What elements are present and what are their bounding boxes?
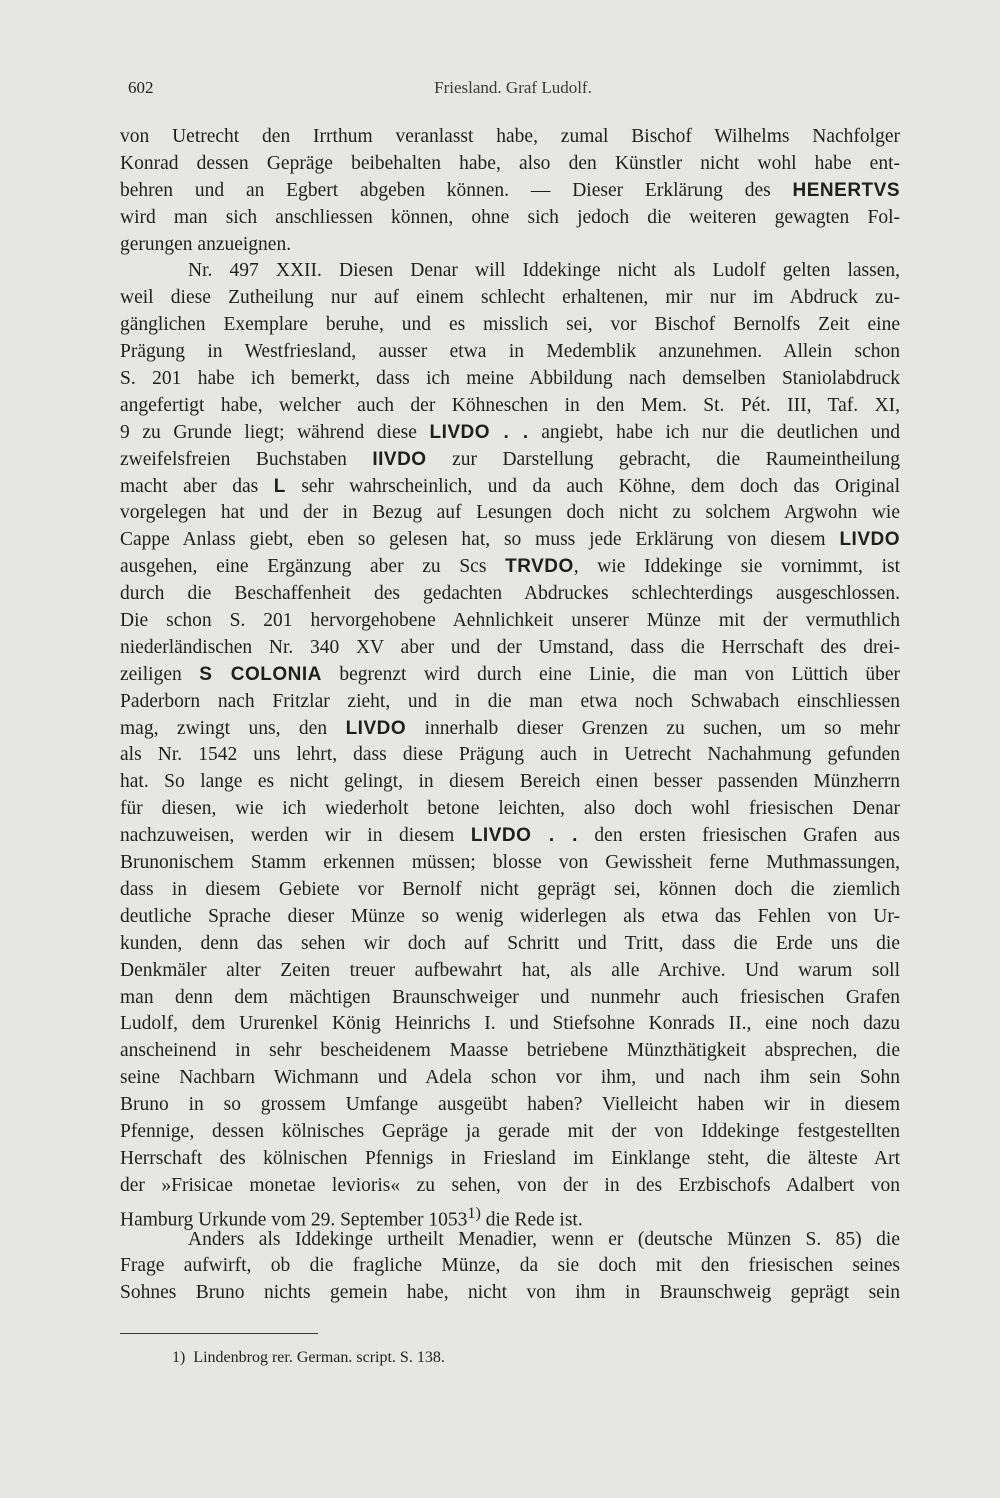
text-segment: Brunonischem Stamm erkennen müssen; blosse von Gewissheit ferne Muthmassungen, xyxy=(120,852,900,874)
text-segment: weil diese Zutheilung nur auf einem schlecht erhaltenen, mir nur im Abdruck zu- xyxy=(120,287,900,309)
text-line xyxy=(120,1173,900,1200)
text-segment: , wie Iddekinge sie vornimmt, ist xyxy=(573,556,900,578)
text-segment: wird man sich anschliessen können, ohne sich jedoch die weiteren gewagten Fol- xyxy=(120,206,900,228)
text-line xyxy=(120,527,900,554)
text-segment: macht aber das xyxy=(120,475,274,497)
text-segment: zeiligen xyxy=(120,663,200,685)
text-line xyxy=(120,447,900,474)
text-segment: Nr. 497 XXII. Diesen Denar will Iddekinge nicht als Ludolf gelten lassen, xyxy=(188,260,900,282)
text-line xyxy=(120,1227,900,1254)
coin-inscription: LIVDO . . xyxy=(470,825,578,847)
footnote-reference: 1) xyxy=(467,1203,481,1222)
coin-inscription: LIVDO xyxy=(839,529,900,551)
text-line xyxy=(120,958,900,985)
text-line xyxy=(120,904,900,931)
text-segment: Anders als Iddekinge urtheilt Menadier, wenn er (deutsche Münzen S. 85) die xyxy=(188,1228,900,1250)
text-segment: Frage aufwirft, ob die fragliche Münze, da sie doch mit den friesischen seines xyxy=(120,1255,900,1277)
body-text xyxy=(120,124,900,1307)
text-line xyxy=(120,312,900,339)
text-segment: ausgehen, eine Ergänzung aber zu Scs xyxy=(120,556,506,578)
text-line xyxy=(120,877,900,904)
text-segment: Denkmäler alter Zeiten treuer aufbewahrt hat, als alle Archive. Und warum soll xyxy=(120,959,900,981)
running-head: Friesland. Graf Ludolf. xyxy=(434,78,592,97)
text-segment: Sohnes Bruno nichts gemein habe, nicht von ihm in Braunschweig geprägt sein xyxy=(120,1282,900,1304)
text-segment: seine Nachbarn Wichmann und Adela schon vor ihm, und nach ihm sein Sohn xyxy=(120,1067,900,1089)
text-segment: für diesen, wie ich wiederholt betone leichten, also doch wohl friesischen Denar xyxy=(120,798,900,820)
text-line xyxy=(120,931,900,958)
text-segment: Hamburg Urkunde vom 29. September 1053 xyxy=(120,1209,468,1231)
text-line xyxy=(120,689,900,716)
text-line xyxy=(120,420,900,447)
text-segment: Cappe Anlass giebt, eben so gelesen hat, so muss jede Erklärung von diesem xyxy=(120,529,840,551)
text-segment: die Rede ist. xyxy=(480,1209,583,1231)
text-segment: zweifelsfreien Buchstaben xyxy=(120,448,373,470)
text-segment: Pfennige, dessen kölnisches Gepräge ja gerade mit der von Iddekinge festgestellten xyxy=(120,1120,900,1142)
text-segment: behren und an Egbert abgeben können. — Dieser Erklärung des xyxy=(120,179,793,201)
text-line xyxy=(120,205,900,232)
footnote xyxy=(172,1349,445,1367)
text-line xyxy=(120,1038,900,1065)
text-line xyxy=(120,1119,900,1146)
text-line xyxy=(120,474,900,501)
text-line xyxy=(120,178,900,205)
text-line xyxy=(120,151,900,178)
text-segment: hat. So lange es nicht gelingt, in diesem Bereich einen besser passenden Münzherrn xyxy=(120,771,900,793)
coin-inscription: TRVDO xyxy=(505,556,574,578)
text-segment: Konrad dessen Gepräge beibehalten habe, also den Künstler nicht wohl habe ent- xyxy=(120,152,900,174)
text-line xyxy=(120,769,900,796)
text-segment: durch die Beschaffenheit des gedachten Abdruckes schlechterdings ausgeschlossen. xyxy=(120,583,900,605)
text-segment: nachzuweisen, werden wir in diesem xyxy=(120,825,471,847)
text-line xyxy=(120,500,900,527)
text-line xyxy=(120,1253,900,1280)
footnote-rule xyxy=(120,1333,318,1334)
text-line xyxy=(120,581,900,608)
footnote-marker: 1) xyxy=(172,1349,186,1366)
coin-inscription: HENERTVS xyxy=(792,179,900,201)
text-segment: den ersten friesischen Grafen aus xyxy=(577,825,900,847)
text-segment: man denn dem mächtigen Braunschweiger und nunmehr auch friesischen Grafen xyxy=(120,986,900,1008)
text-segment: gänglichen Exemplare beruhe, und es misslich sei, vor Bischof Bernolfs Zeit eine xyxy=(120,314,900,336)
text-segment: von Uetrecht den Irrthum veranlasst habe, zumal Bischof Wilhelms Nachfolger xyxy=(120,126,900,147)
text-line xyxy=(120,662,900,689)
text-line xyxy=(120,393,900,420)
text-line xyxy=(120,366,900,393)
text-line xyxy=(120,339,900,366)
text-segment: Bruno in so grossem Umfange ausgeübt haben? Vielleicht haben wir in diesem xyxy=(120,1094,900,1116)
text-segment: begrenzt wird durch eine Linie, die man von Lüttich über xyxy=(321,663,901,685)
text-segment: innerhalb dieser Grenzen zu suchen, um so mehr xyxy=(406,717,900,739)
text-line xyxy=(120,124,900,151)
text-line xyxy=(120,285,900,312)
footnote-text: Lindenbrog rer. German. script. S. 138. xyxy=(193,1349,445,1366)
text-line xyxy=(120,1280,900,1307)
text-segment: mag, zwingt uns, den xyxy=(120,717,346,739)
text-line xyxy=(120,823,900,850)
text-line xyxy=(120,258,900,285)
coin-inscription: L xyxy=(273,475,286,497)
page-number: 602 xyxy=(128,78,154,97)
coin-inscription: S COLONIA xyxy=(199,663,322,685)
text-segment: deutliche Sprache dieser Münze so wenig widerlegen als etwa das Fehlen von Ur- xyxy=(120,905,900,927)
coin-inscription: LIVDO . . xyxy=(429,421,529,443)
coin-inscription: LIVDO xyxy=(345,717,407,739)
text-line xyxy=(120,796,900,823)
text-line xyxy=(120,1065,900,1092)
text-segment: niederländischen Nr. 340 XV aber und der Umstand, dass die Herrschaft des drei- xyxy=(120,636,900,658)
text-segment: Herrschaft des kölnischen Pfennigs in Friesland im Einklange steht, die älteste Art xyxy=(120,1147,900,1169)
text-segment: angiebt, habe ich nur die deutlichen und xyxy=(528,421,900,443)
text-segment: anscheinend in sehr bescheidenem Maasse betriebene Münzthätigkeit absprechen, die xyxy=(120,1040,900,1062)
text-line xyxy=(120,635,900,662)
text-segment: Ludolf, dem Ururenkel König Heinrichs I. und Stiefsohne Konrads II., eine noch dazu xyxy=(120,1013,900,1035)
text-line xyxy=(120,1146,900,1173)
text-line xyxy=(120,1092,900,1119)
text-segment: zur Darstellung gebracht, die Raumeintheilung xyxy=(426,448,900,470)
text-segment: vorgelegen hat und der in Bezug auf Lesungen doch nicht zu solchem Argwohn wie xyxy=(120,502,900,524)
text-segment: der »Frisicae monetae levioris« zu sehen, von der in des Erzbischofs Adalbert von xyxy=(120,1174,900,1196)
text-segment: 9 zu Grunde liegt; während diese xyxy=(120,421,430,443)
text-segment: S. 201 habe ich bemerkt, dass ich meine Abbildung nach demselben Staniolabdruck xyxy=(120,368,900,390)
coin-inscription: IIVDO xyxy=(372,448,427,470)
text-segment: Die schon S. 201 hervorgehobene Aehnlichkeit unserer Münze mit der vermuthlich xyxy=(120,610,900,632)
text-segment: Prägung in Westfriesland, ausser etwa in Medemblik anzunehmen. Allein schon xyxy=(120,341,900,363)
text-segment: dass in diesem Gebiete vor Bernolf nicht geprägt sei, können doch die ziemlich xyxy=(120,878,900,900)
page-header xyxy=(128,78,898,102)
text-line xyxy=(120,1200,900,1231)
text-segment: Paderborn nach Fritzlar zieht, und in die man etwa noch Schwabach einschliessen xyxy=(120,690,900,712)
text-line xyxy=(120,742,900,769)
text-segment: kunden, denn das sehen wir doch auf Schritt und Tritt, dass die Erde uns die xyxy=(120,932,900,954)
text-line xyxy=(120,554,900,581)
text-line xyxy=(120,1011,900,1038)
text-line xyxy=(120,716,900,743)
text-segment: gerungen anzueignen. xyxy=(120,233,292,255)
text-segment: sehr wahrscheinlich, und da auch Köhne, dem doch das Original xyxy=(285,475,900,497)
text-segment: als Nr. 1542 uns lehrt, dass diese Prägung auch in Uetrecht Nachahmung gefunden xyxy=(120,744,900,766)
text-line xyxy=(120,608,900,635)
text-line xyxy=(120,985,900,1012)
text-segment: angefertigt habe, welcher auch der Köhneschen in den Mem. St. Pét. III, Taf. XI, xyxy=(120,394,900,416)
text-line xyxy=(120,232,900,259)
text-line xyxy=(120,850,900,877)
